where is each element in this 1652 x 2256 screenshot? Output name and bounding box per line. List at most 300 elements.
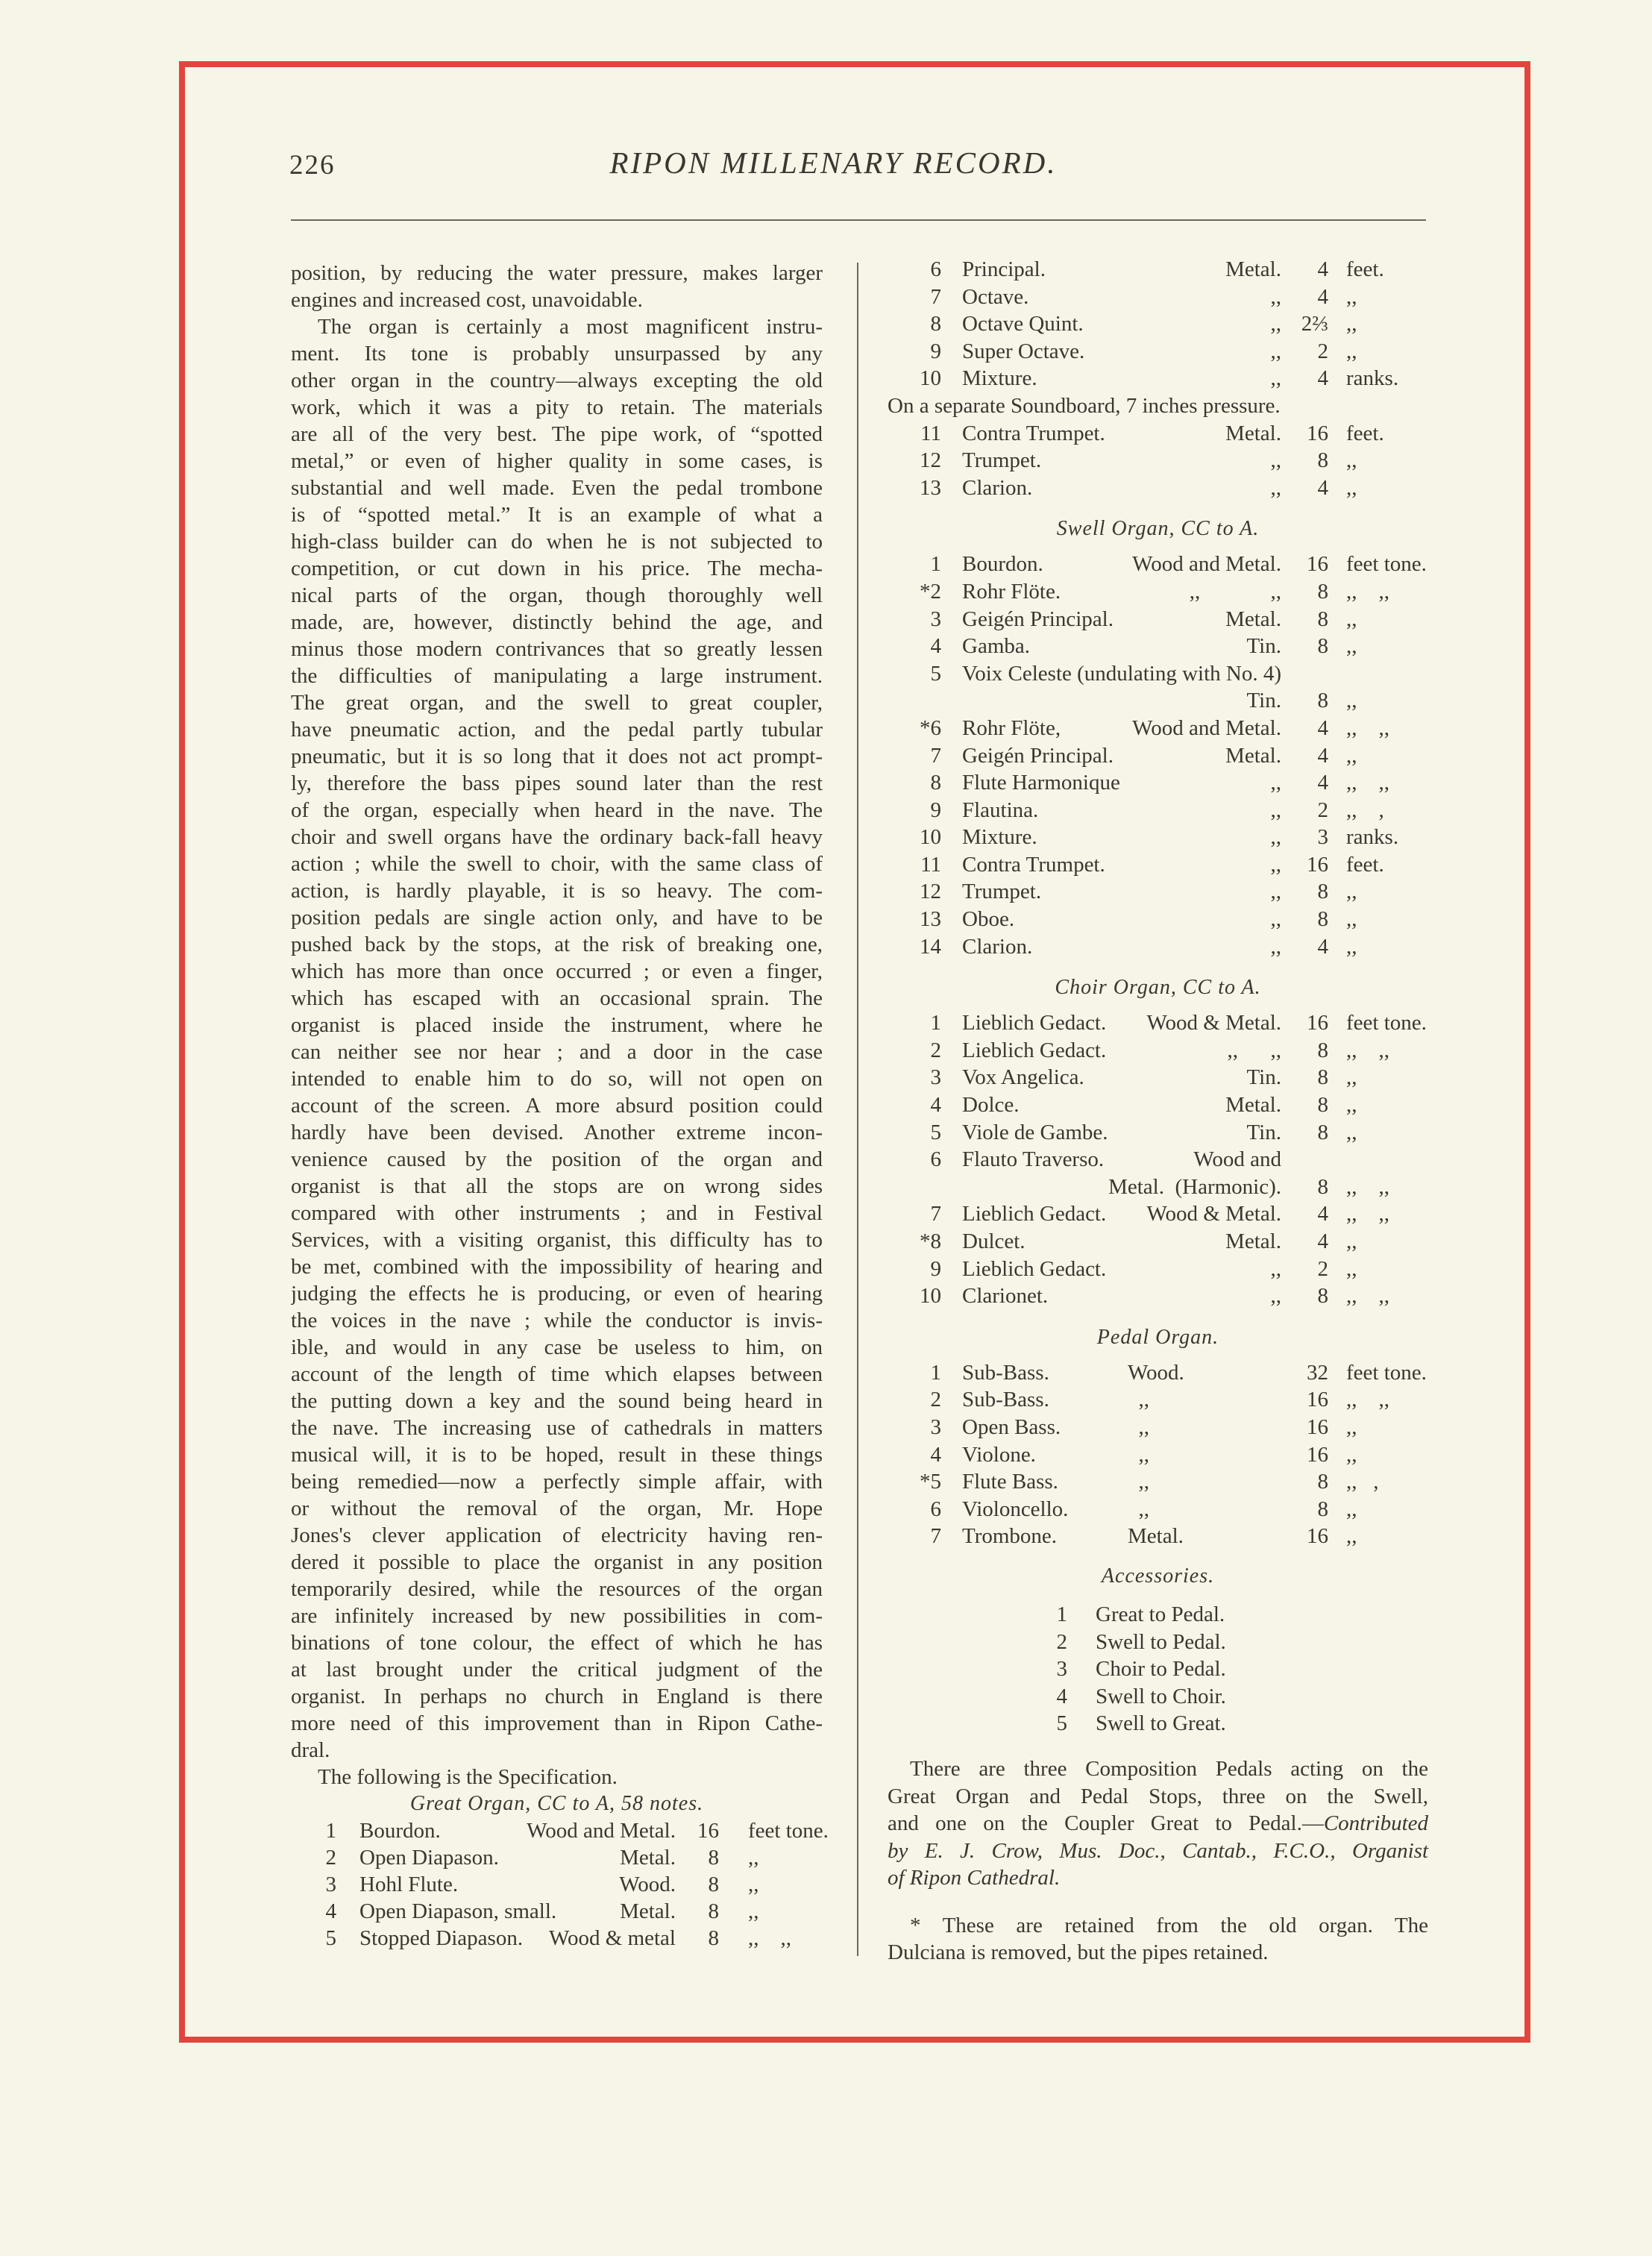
accessory-number: 5 (1056, 1711, 1067, 1736)
stop-name: Octave Quint. (962, 312, 1084, 336)
stop-material: ,, (1270, 284, 1281, 309)
stop-name: Lieblich Gedact. (962, 1256, 1107, 1281)
body-line: ly, therefore the bass pipes sound later than the rest (291, 771, 823, 795)
stop-size: 4 (1317, 366, 1328, 391)
accessory-number: 3 (1056, 1657, 1067, 1682)
stop-size: 2 (1317, 339, 1328, 363)
accessory-number: 4 (1056, 1684, 1067, 1708)
stop-number: 6 (930, 1497, 941, 1521)
stop-unit: ,, (1346, 743, 1357, 768)
stop-size: 4 (1317, 1202, 1328, 1226)
stop-number: 5 (325, 1926, 336, 1950)
stop-name: Mixture. (962, 825, 1037, 850)
stop-row (888, 474, 1428, 502)
stop-size: 16 (1307, 1442, 1328, 1467)
stop-unit: feet tone. (748, 1819, 829, 1843)
body-line: action, is hardly playable, it is so heavy. The com- (291, 879, 823, 903)
stop-number: 2 (325, 1846, 336, 1870)
stop-row (888, 1119, 1428, 1147)
body-line: organist is that all the stops are on wrong sides (291, 1174, 823, 1198)
stop-name: Lieblich Gedact. (962, 1011, 1107, 1035)
running-title: RIPON MILLENARY RECORD. (609, 145, 1058, 180)
stop-number: 4 (325, 1899, 336, 1923)
stop-unit: ,, (1346, 689, 1357, 713)
stop-unit: ,, (1346, 880, 1357, 904)
great-organ-continued (888, 256, 1428, 392)
great-organ-heading: Great Organ, CC to A, 58 notes. (409, 1792, 704, 1815)
stop-name: Dulcet. (962, 1229, 1026, 1253)
stop-name: Open Diapason. (359, 1846, 499, 1870)
stop-number: 11 (920, 421, 941, 445)
accessories-heading: Accessories. (1101, 1564, 1215, 1588)
stop-unit: ,, ,, (1346, 715, 1389, 740)
stop-number: 5 (930, 1120, 941, 1144)
stop-number: 7 (930, 1202, 941, 1226)
stop-number: 12 (920, 880, 941, 904)
stop-name: Violoncello. (962, 1497, 1069, 1521)
stop-name: Flauto Traverso. (962, 1147, 1105, 1172)
body-line: The following is the Specification. (318, 1765, 618, 1789)
stop-material: Metal. (Harmonic). (1108, 1174, 1281, 1199)
body-line: Jones's clever application of electricity having ren- (291, 1523, 823, 1547)
stop-number: 9 (930, 1256, 941, 1281)
stop-row (888, 256, 1428, 283)
body-line: position, by reducing the water pressure, makes larger (291, 261, 823, 285)
body-line: of the organ, especially when heard in the nave. The (291, 798, 823, 822)
stop-name: Oboe. (962, 907, 1015, 932)
stop-material: ,, (1270, 934, 1281, 959)
stop-material: Tin. (1246, 689, 1281, 713)
stop-size: 8 (708, 1899, 719, 1923)
stop-size: 16 (1307, 852, 1328, 877)
body-line: Services, with a visiting organist, this difficulty has to (291, 1228, 823, 1252)
body-line: minus those modern contrivances that so greatly lessen (291, 637, 823, 661)
stop-number: 3 (325, 1873, 336, 1896)
stop-unit: ,, (1346, 1093, 1357, 1118)
stop-unit: ,, (1346, 607, 1357, 631)
stop-size: 2⅔ (1301, 312, 1328, 336)
stop-size: 8 (1317, 1470, 1328, 1494)
pedal-organ-heading: Pedal Organ. (1096, 1325, 1219, 1349)
stop-name: Mixture. (962, 366, 1037, 391)
stop-size: 2 (1317, 1256, 1328, 1281)
stop-size: 16 (1307, 1524, 1328, 1549)
stop-unit: ,, (748, 1873, 759, 1896)
stop-size: 2 (1317, 798, 1328, 822)
credit-line: by E. J. Crow, Mus. Doc., Cantab., F.C.O., Organist (888, 1838, 1428, 1863)
stop-material: Wood & Metal. (1146, 1202, 1281, 1226)
stop-name: Flute Harmonique (962, 771, 1120, 795)
body-line: high-class builder can do when he is not subjected to (291, 530, 823, 554)
stop-unit: ,, , (1346, 1470, 1379, 1494)
stop-material: Wood and Metal. (1132, 552, 1281, 577)
stop-row (888, 1414, 1428, 1441)
body-line: other organ in the country—always excepting the old (291, 369, 823, 392)
stop-material: Tin. (1246, 1065, 1281, 1090)
stop-size: 8 (708, 1846, 719, 1870)
stop-material: ,, (1128, 1414, 1149, 1439)
stop-name: Contra Trumpet. (962, 852, 1105, 877)
body-line: account of the length of time which elapses between (291, 1362, 823, 1386)
stop-row (888, 1468, 1428, 1496)
stop-name: Clarion. (962, 934, 1033, 959)
stop-material: Wood & metal (548, 1926, 676, 1950)
stop-size: 8 (1317, 579, 1328, 604)
stop-size: 16 (697, 1819, 719, 1843)
stop-material: Wood. (1128, 1360, 1184, 1385)
accessories-list (888, 1601, 1428, 1738)
stop-number: 13 (920, 907, 941, 932)
stop-name: Lieblich Gedact. (962, 1038, 1107, 1062)
stop-unit: ,, (1346, 475, 1357, 500)
stop-row (888, 1523, 1428, 1550)
stop-number: 7 (930, 1524, 941, 1549)
stop-row (291, 1844, 823, 1871)
stop-unit: ,, ,, (1346, 1038, 1389, 1062)
stop-material: Metal. (1128, 1524, 1184, 1549)
stop-size: 8 (1317, 907, 1328, 932)
stop-size: 8 (1317, 448, 1328, 473)
stop-unit: feet. (1346, 852, 1384, 877)
stop-number: 8 (930, 771, 941, 795)
body-line: action ; while the swell to choir, with the same class of (291, 852, 823, 876)
stop-material: ,, (1270, 448, 1281, 473)
credit-line: of Ripon Cathedral. (888, 1866, 1061, 1890)
stop-number: 4 (930, 1442, 941, 1467)
body-line: have pneumatic action, and the pedal partly tubular (291, 718, 823, 742)
stop-material: ,, (1270, 771, 1281, 795)
stop-unit: ,, (1346, 339, 1357, 363)
stop-size: 4 (1317, 475, 1328, 500)
accessory-number: 2 (1056, 1629, 1067, 1654)
body-line: pushed back by the stops, at the risk of breaking one, (291, 933, 823, 956)
stop-row (291, 1817, 829, 1844)
stop-name: Hohl Flute. (359, 1873, 459, 1896)
stop-row (888, 1256, 1428, 1283)
stop-name: Rohr Flöte, (962, 715, 1061, 740)
swell-organ-list (888, 551, 1428, 960)
body-line: which has more than once occurred ; or even a finger, (291, 959, 823, 983)
stop-row (888, 1037, 1428, 1065)
stop-size: 4 (1317, 715, 1328, 740)
stop-size: 32 (1307, 1360, 1328, 1385)
body-line: choir and swell organs have the ordinary back-fall heavy (291, 825, 823, 849)
stop-number: *5 (920, 1470, 941, 1494)
stop-row (888, 606, 1428, 633)
body-line: which has escaped with an occasional sprain. The (291, 986, 823, 1010)
stop-size: 8 (1317, 1284, 1328, 1309)
stop-unit: ,, ,, (1346, 1174, 1389, 1199)
stop-row (888, 1441, 1428, 1469)
stop-material: Wood and (1193, 1147, 1281, 1172)
stop-material: Metal. (1225, 743, 1281, 768)
stop-number: 14 (920, 934, 941, 959)
stop-number: 10 (920, 1284, 941, 1309)
stop-row (888, 906, 1428, 933)
accessory-label: Swell to Great. (1096, 1711, 1226, 1736)
stop-number: 4 (930, 1093, 941, 1118)
body-line: compared with other instruments ; and in Festival (291, 1201, 823, 1225)
stop-name: Voix Celeste (undulating with No. 4) (962, 661, 1281, 686)
stop-material: ,, (1270, 1256, 1281, 1281)
stop-material: ,, (1270, 880, 1281, 904)
stop-unit: ,, (1346, 1497, 1357, 1521)
stop-number: 3 (930, 1414, 941, 1439)
stop-number: 11 (920, 852, 941, 877)
stop-unit: ,, (1346, 312, 1357, 336)
accessory-item (888, 1683, 1428, 1711)
body-line: be met, combined with the impossibility of hearing and (291, 1255, 823, 1279)
stop-unit: ,, (1346, 284, 1357, 309)
stop-number: *2 (920, 579, 941, 604)
stop-row (291, 1871, 823, 1898)
footnote-line: * These are retained from the old organ. The (910, 1913, 1428, 1937)
stop-size: 8 (708, 1873, 719, 1896)
stop-material: ,, (1270, 1284, 1281, 1309)
accessory-label: Swell to Choir. (1096, 1684, 1226, 1708)
stop-unit: ,, (1346, 1524, 1357, 1549)
stop-unit: ,, (1346, 634, 1357, 659)
body-line: account of the screen. A more absurd position could (291, 1094, 823, 1118)
stop-unit: ,, (1346, 448, 1357, 473)
stop-name: Open Bass. (962, 1414, 1061, 1439)
stop-row (888, 1359, 1428, 1387)
body-line: the nave. The increasing use of cathedrals in matters (291, 1416, 823, 1440)
pedal-organ-list (888, 1359, 1428, 1550)
stop-size: 8 (1317, 607, 1328, 631)
right-column (888, 256, 1428, 1967)
stop-size: 16 (1307, 1011, 1328, 1035)
stop-size: 8 (1317, 689, 1328, 713)
stop-name: Contra Trumpet. (962, 421, 1105, 445)
stop-number: 1 (930, 1011, 941, 1035)
stop-unit: ,, ,, (1346, 1388, 1389, 1412)
body-line: ment. Its tone is probably unsurpassed by any (291, 342, 823, 366)
stop-row (888, 338, 1428, 366)
stop-size: 8 (1317, 1065, 1328, 1090)
body-line: ible, and would in any case be useless to him, on (291, 1335, 823, 1359)
stop-number: 10 (920, 366, 941, 391)
stop-name: Flautina. (962, 798, 1039, 822)
stop-material: Wood and Metal. (527, 1819, 676, 1843)
stop-unit: ,, (1346, 1414, 1357, 1439)
stop-row (888, 1228, 1428, 1256)
stop-number: 4 (930, 634, 941, 659)
closing-paragraph (888, 1755, 1428, 1892)
stop-unit: feet tone. (1346, 1011, 1427, 1035)
stop-unit: ,, ,, (1346, 1284, 1389, 1309)
stop-unit: ,, ,, (748, 1926, 791, 1950)
stop-number: 9 (930, 339, 941, 363)
stop-name: Dolce. (962, 1093, 1020, 1118)
body-line: dral. (291, 1738, 330, 1762)
body-line: can neither see nor hear ; and a door in the case (291, 1040, 823, 1064)
stop-material: Metal. (1225, 257, 1281, 281)
stop-row (888, 660, 1428, 688)
stop-number: 6 (930, 1147, 941, 1172)
great-organ-continued-2 (888, 420, 1428, 502)
body-line: competition, or cut down in his price. The mecha- (291, 557, 823, 580)
stop-name: Rohr Flöte. (962, 579, 1061, 604)
stop-row (291, 1898, 823, 1925)
stop-row (888, 551, 1428, 578)
stop-unit: ,, (748, 1899, 759, 1923)
stop-material: ,, (1128, 1388, 1149, 1412)
stop-size: 4 (1317, 257, 1328, 281)
stop-row (888, 878, 1428, 906)
stop-row (888, 283, 1428, 311)
stop-name: Octave. (962, 284, 1029, 309)
body-line: are all of the very best. The pipe work, of “spotted (291, 422, 823, 446)
stop-row (291, 1925, 823, 1952)
header-rule (291, 219, 1426, 221)
stop-row (888, 1174, 1428, 1201)
credit-text: Contributed (1323, 1811, 1428, 1836)
stop-unit: feet tone. (1346, 552, 1427, 577)
stop-material: Metal. (1225, 421, 1281, 445)
stop-size: 16 (1307, 421, 1328, 445)
stop-number: 1 (930, 552, 941, 577)
body-line: The great organ, and the swell to great coupler, (291, 691, 823, 715)
body-line: metal,” or even of higher quality in some cases, is (291, 449, 823, 473)
stop-number: 2 (930, 1388, 941, 1412)
body-line: hardly have been devised. Another extreme incon- (291, 1121, 823, 1144)
stop-unit: ,, ,, (1346, 579, 1389, 604)
stop-name: Violone. (962, 1442, 1036, 1467)
body-line: or without the removal of the organ, Mr. Hope (291, 1497, 823, 1520)
stop-size: 16 (1307, 552, 1328, 577)
stop-unit: ,, ,, (1346, 1202, 1389, 1226)
stop-row (888, 633, 1428, 660)
body-line: the putting down a key and the sound being heard in (291, 1389, 823, 1413)
stop-number: 12 (920, 448, 941, 473)
stop-size: 4 (1317, 743, 1328, 768)
stop-name: Flute Bass. (962, 1470, 1058, 1494)
stop-name: Lieblich Gedact. (962, 1202, 1107, 1226)
stop-name: Super Octave. (962, 339, 1085, 363)
body-line: is of “spotted metal.” It is an example of what a (291, 503, 823, 527)
stop-unit: feet tone. (1346, 1360, 1427, 1385)
stop-number: 2 (930, 1038, 941, 1062)
accessory-label: Great to Pedal. (1096, 1602, 1225, 1626)
stop-row (888, 1009, 1428, 1037)
stop-size: 3 (1317, 825, 1328, 850)
stop-size: 8 (1317, 1038, 1328, 1062)
accessory-label: Swell to Pedal. (1096, 1629, 1226, 1654)
stop-size: 4 (1317, 1229, 1328, 1253)
stop-name: Bourdon. (359, 1819, 441, 1843)
left-column (291, 260, 829, 1952)
body-line: at last brought under the critical judgment of the (291, 1658, 823, 1682)
body-line: nical parts of the organ, though thoroughly well (291, 583, 823, 607)
stop-number: 8 (930, 312, 941, 336)
body-line: engines and increased cost, unavoidable. (291, 288, 643, 312)
stop-name: Vox Angelica. (962, 1065, 1084, 1090)
stop-row (888, 851, 1428, 879)
stop-row (888, 1064, 1428, 1091)
stop-name: Open Diapason, small. (359, 1899, 557, 1923)
stop-name: Bourdon. (962, 552, 1043, 577)
stop-size: 8 (708, 1926, 719, 1950)
stop-row (888, 824, 1428, 851)
stop-material: Tin. (1246, 1120, 1281, 1144)
body-line: pneumatic, but it is so long that it does not act prompt- (291, 745, 823, 768)
swell-organ-heading: Swell Organ, CC to A. (1056, 517, 1260, 541)
stop-name: Geigén Principal. (962, 743, 1114, 768)
stop-name: Stopped Diapason. (359, 1926, 524, 1950)
accessory-item (888, 1655, 1428, 1683)
stop-name: Geigén Principal. (962, 607, 1114, 631)
column-divider (857, 263, 858, 1956)
stop-size: 8 (1317, 1174, 1328, 1199)
stop-unit: ranks. (1346, 366, 1399, 391)
stop-row (888, 742, 1428, 770)
body-line: musical will, it is to be hoped, result in these things (291, 1443, 823, 1467)
stop-material: Metal. (1225, 1229, 1281, 1253)
body-line: dered it possible to place the organist in any position (291, 1550, 823, 1574)
stop-size: 4 (1317, 771, 1328, 795)
stop-material: Wood and Metal. (1132, 715, 1281, 740)
stop-row (888, 1091, 1428, 1119)
stop-row (888, 310, 1428, 338)
footnote (888, 1912, 1428, 1967)
stop-number: 3 (930, 607, 941, 631)
stop-unit: feet. (1346, 421, 1384, 445)
stop-row (888, 447, 1428, 474)
accessory-item (888, 1601, 1428, 1629)
stop-size: 8 (1317, 1093, 1328, 1118)
stop-unit: ,, (1346, 1442, 1357, 1467)
footnote-line: Dulciana is removed, but the pipes retained. (888, 1940, 1269, 1965)
stop-material: ,, ,, (1227, 1038, 1281, 1062)
stop-unit: feet. (1346, 257, 1384, 281)
stop-unit: ,, (1346, 907, 1357, 932)
stop-unit: ,, (1346, 1120, 1357, 1144)
stop-number: 6 (930, 257, 941, 281)
accessory-item (888, 1629, 1428, 1656)
accessory-item (888, 1710, 1428, 1738)
stop-row (888, 1200, 1428, 1228)
stop-material: ,, (1270, 825, 1281, 850)
stop-row (888, 933, 1428, 961)
stop-number: 7 (930, 743, 941, 768)
body-line: the voices in the nave ; while the conductor is invis- (291, 1309, 823, 1332)
choir-organ-heading: Choir Organ, CC to A. (1055, 976, 1261, 1000)
paragraph-line (888, 1810, 1428, 1837)
body-line: made, are, however, distinctly behind the age, and (291, 610, 823, 634)
body-line: work, which it was a pity to retain. The materials (291, 395, 823, 419)
stop-unit: ,, (1346, 1229, 1357, 1253)
stop-material: ,, (1128, 1470, 1149, 1494)
stop-size: 8 (1317, 1120, 1328, 1144)
stop-size: 4 (1317, 284, 1328, 309)
stop-number: 7 (930, 284, 941, 309)
stop-row (888, 420, 1428, 448)
stop-size: 8 (1317, 880, 1328, 904)
body-line: intended to enable him to do so, will not open on (291, 1067, 823, 1091)
stop-name: Trombone. (962, 1524, 1058, 1549)
soundboard-note: On a separate Soundboard, 7 inches pressure. (888, 393, 1281, 418)
stop-number: *6 (920, 715, 941, 740)
stop-material: ,, (1270, 798, 1281, 822)
stop-size: 4 (1317, 934, 1328, 959)
stop-unit: ,, (1346, 1256, 1357, 1281)
stop-name: Gamba. (962, 634, 1030, 659)
stop-unit: ,, (748, 1846, 759, 1870)
stop-row (888, 1386, 1428, 1414)
stop-size: 8 (1317, 634, 1328, 659)
stop-row (888, 1282, 1428, 1310)
